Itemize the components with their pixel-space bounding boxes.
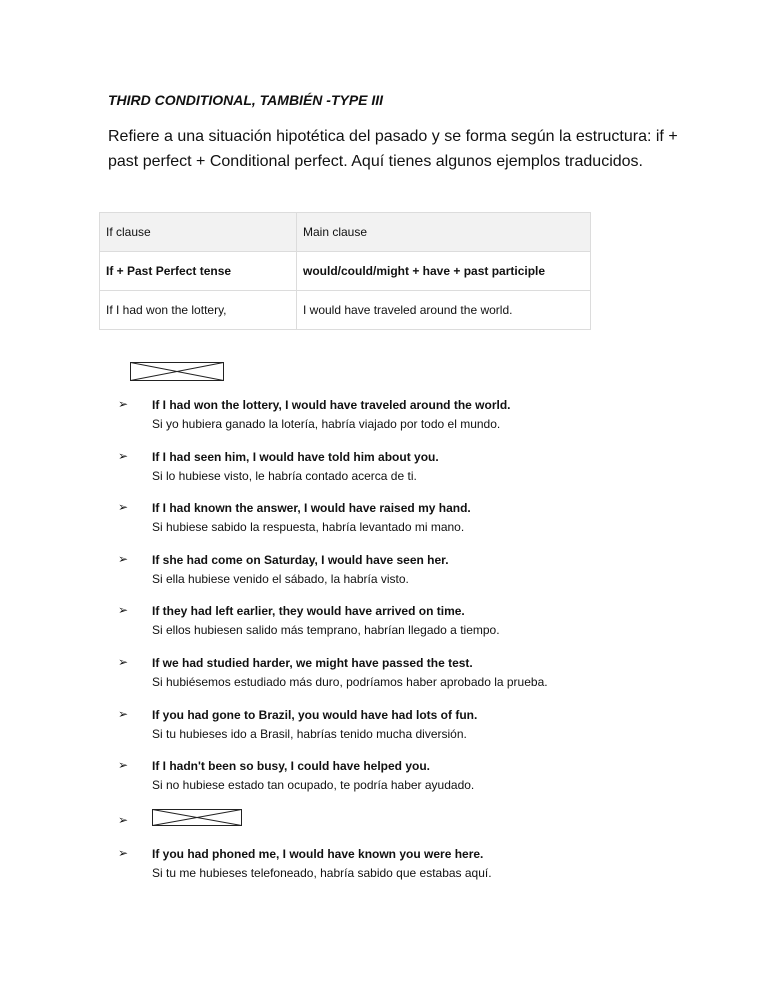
example-english: If you had gone to Brazil, you would have had lots of fun. <box>152 707 478 722</box>
example-spanish: Si no hubiese estado tan ocupado, te podría haber ayudado. <box>152 778 475 793</box>
example-spanish: Si ella hubiese venido el sábado, la habría visto. <box>152 571 409 586</box>
arrow-bullet-icon: ➢ <box>118 448 129 463</box>
example-english: If we had studied harder, we might have passed the test. <box>152 655 473 670</box>
arrow-bullet-icon: ➢ <box>118 845 129 860</box>
example-english: If I had won the lottery, I would have traveled around the world. <box>152 398 511 412</box>
table-row <box>100 252 591 291</box>
arrow-bullet-icon: ➢ <box>118 500 129 515</box>
list-item <box>118 448 718 500</box>
list-item <box>118 396 718 448</box>
structure-table <box>99 212 591 330</box>
list-item <box>118 706 718 758</box>
arrow-bullet-icon: ➢ <box>118 812 129 827</box>
table-cell: If + Past Perfect tense <box>100 252 297 291</box>
arrow-bullet-icon: ➢ <box>118 654 129 669</box>
example-english: If I had seen him, I would have told him about you. <box>152 449 439 464</box>
list-item <box>118 602 718 654</box>
example-spanish: Si hubiésemos estudiado más duro, podríamos haber aprobado la prueba. <box>152 674 548 689</box>
arrow-bullet-icon: ➢ <box>118 706 129 721</box>
table-cell: If I had won the lottery, <box>100 291 297 330</box>
examples-list <box>118 396 718 896</box>
broken-image-placeholder <box>130 362 224 381</box>
example-spanish: Si tu me hubieses telefoneado, habría sabido que estabas aquí. <box>152 865 492 880</box>
table-header-row <box>100 213 591 252</box>
broken-image-placeholder <box>152 809 242 826</box>
example-english: If I hadn't been so busy, I could have helped you. <box>152 759 431 774</box>
example-spanish: Si yo hubiera ganado la lotería, habría viajado por todo el mundo. <box>152 417 501 431</box>
table-cell: would/could/might + have + past participle <box>297 252 591 291</box>
list-item <box>118 845 718 897</box>
example-spanish: Si ellos hubiesen salido más temprano, habrían llegado a tiempo. <box>152 623 500 638</box>
example-english: If they had left earlier, they would have arrived on time. <box>152 604 465 619</box>
example-spanish: Si lo hubiese visto, le habría contado acerca de ti. <box>152 468 417 483</box>
intro-paragraph: Refiere a una situación hipotética del pasado y se forma según la estructura: if + past perfect + Conditional perfect. Aquí tienes algunos ejemplos traducidos. <box>108 128 678 170</box>
list-item <box>118 551 718 603</box>
example-english: If she had come on Saturday, I would have seen her. <box>152 552 449 567</box>
example-spanish: Si tu hubieses ido a Brasil, habrías tenido mucha diversión. <box>152 726 467 741</box>
document-title: THIRD CONDITIONAL, TAMBIÉN -TYPE III <box>108 92 384 108</box>
table-cell: Main clause <box>297 213 591 252</box>
example-spanish: Si hubiese sabido la respuesta, habría levantado mi mano. <box>152 520 465 535</box>
list-item <box>118 757 718 809</box>
list-item <box>118 499 718 551</box>
arrow-bullet-icon: ➢ <box>118 758 129 773</box>
arrow-bullet-icon: ➢ <box>118 603 129 618</box>
table-row <box>100 291 591 330</box>
list-item-empty <box>118 809 718 845</box>
arrow-bullet-icon: ➢ <box>118 397 129 411</box>
example-english: If I had known the answer, I would have raised my hand. <box>152 501 471 516</box>
table-cell: If clause <box>100 213 297 252</box>
arrow-bullet-icon: ➢ <box>118 551 129 566</box>
example-english: If you had phoned me, I would have known you were here. <box>152 846 484 861</box>
list-item <box>118 654 718 706</box>
table-cell: I would have traveled around the world. <box>297 291 591 330</box>
